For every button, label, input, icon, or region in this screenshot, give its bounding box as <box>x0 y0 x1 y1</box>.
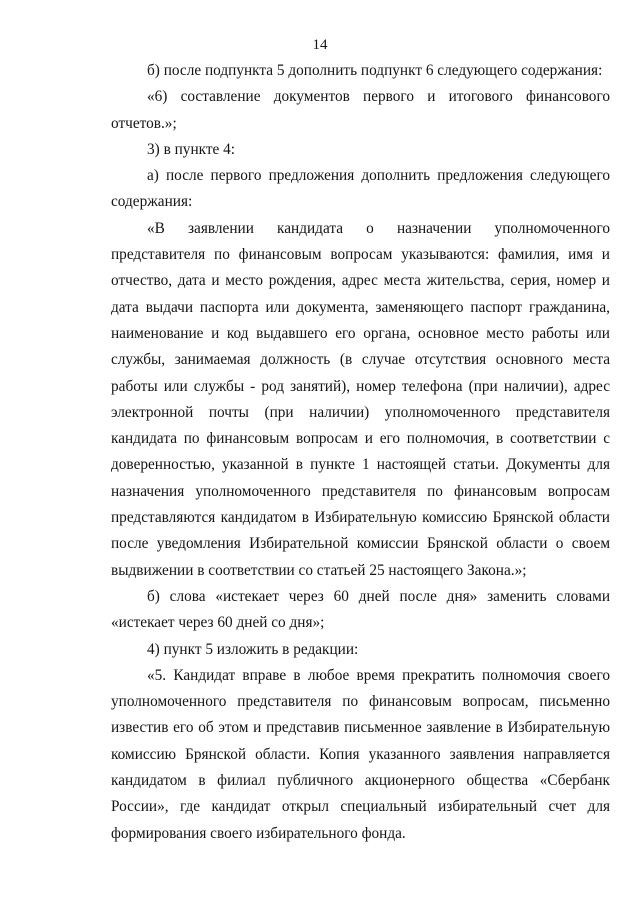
paragraph-item-3: 3) в пункте 4: <box>147 140 236 158</box>
document-body <box>111 58 610 847</box>
paragraph-subitem-b-add-6: б) после подпункта 5 дополнить подпункт 6 следующего содержания: <box>147 62 603 79</box>
paragraph-quoted-insert: «В заявлении кандидата о назначении уполномоченного представителя по финансовым вопросам указываются: фамилия, имя и отчество, дата и место рождения, адрес места жительства, серия, номер и дата выдачи паспорта или документа, заменяющего паспорт гражданина, наименование и код выдавшего его органа, основное место работы или службы, занимаемая должность (в случае отсутствия основного места работы или службы - род занятий), номер телефона (при наличии), адрес электронной почты (при наличии) уполномоченного представителя кандидата по финансовым вопросам и его полномочия, в соответствии с доверенностью, указанной в пункте 1 настоящей статьи. Документы для назначения уполномоченного представителя по финансовым вопросам представляются кандидатом в Избирательную комиссию Брянской области после уведомления Избирательной комиссии Брянской области о своем выдвижении в соответствии со статьей 25 настоящего Закона.»; <box>111 219 610 579</box>
paragraph-subitem-6-text: «6) составление документов первого и итогового финансового отчетов.»; <box>111 88 610 132</box>
paragraph-subitem-a: а) после первого предложения дополнить предложения следующего содержания: <box>111 167 610 211</box>
paragraph-item-5-new-text: «5. Кандидат вправе в любое время прекратить полномочия своего уполномоченного представителя по финансовым вопросам, письменно известив его об этом и представив письменное заявление в Избирательную комиссию Брянской области. Копия указанного заявления направляется кандидатом в филиал публичного акционерного общества «Сбербанк России», где кандидат открыл специальный избирательный счет для формирования своего избирательного фонда. <box>111 666 610 842</box>
page-number: 14 <box>312 37 328 53</box>
paragraph-item-4: 4) пункт 5 изложить в редакции: <box>147 640 359 658</box>
paragraph-subitem-b-replace: б) слова «истекает через 60 дней после дня» заменить словами «истекает через 60 дней со дня»; <box>111 587 610 632</box>
